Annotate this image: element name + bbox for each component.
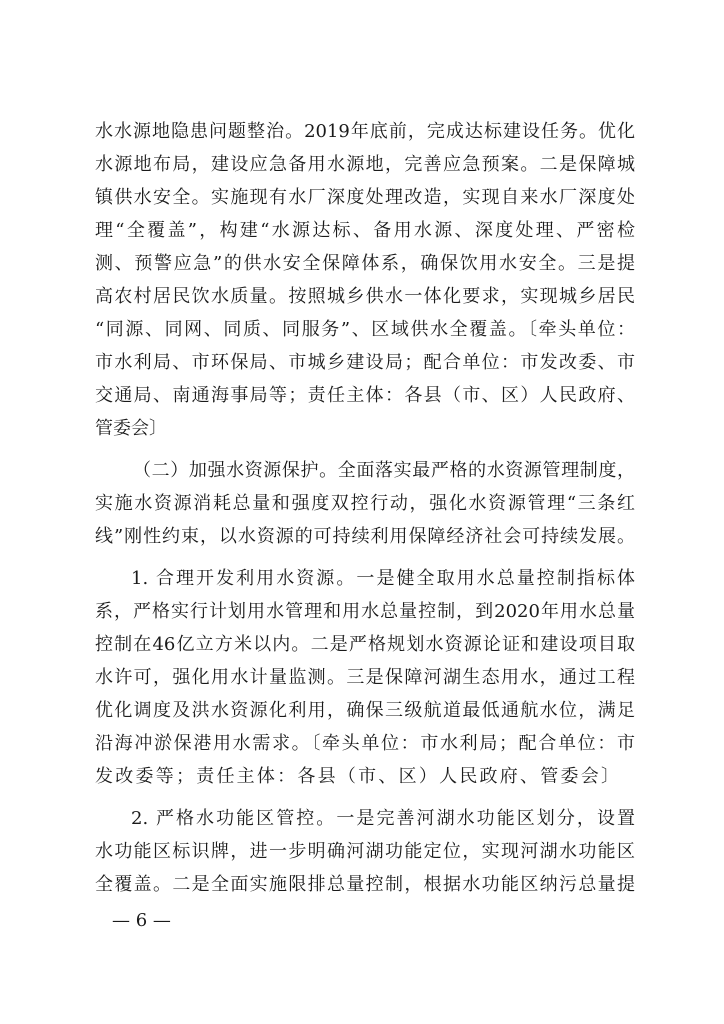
text-line: 测、预警应急”的供水安全保障体系，确保饮用水安全。三是提: [95, 253, 635, 274]
text-line: 实施水资源消耗总量和强度双控行动，强化水资源管理“三条红: [95, 493, 635, 514]
text-line: 水许可，强化用水计量监测。三是保障河湖生态用水，通过工程: [95, 667, 635, 688]
text-line: 镇供水安全。实施现有水厂深度处理改造，实现自来水厂深度处: [95, 187, 635, 208]
text-line: 管委会〕: [95, 418, 167, 439]
text-line: 水水源地隐患问题整治。2019年底前，完成达标建设任务。优化: [95, 121, 635, 142]
text-line: 系，严格实行计划用水管理和用水总量控制，到2020年用水总量: [95, 601, 635, 622]
text-line: 交通局、南通海事局等；责任主体：各县（市、区）人民政府、: [95, 385, 635, 406]
text-line: 市水利局、市环保局、市城乡建设局；配合单位：市发改委、市: [95, 352, 635, 373]
text-line: 理“全覆盖”，构建“水源达标、备用水源、深度处理、严密检: [95, 220, 635, 241]
subsection-heading-line: 1. 合理开发利用水资源。一是健全取用水总量控制指标体: [131, 568, 635, 589]
section-heading-line: （二）加强水资源保护。全面落实最严格的水资源管理制度，: [133, 460, 635, 481]
text-line: 全覆盖。二是全面实施限排总量控制，根据水功能区纳污总量提: [95, 874, 635, 895]
text-line: 控制在46亿立方米以内。二是严格规划水资源论证和建设项目取: [95, 634, 635, 655]
text-line: 高农村居民饮水质量。按照城乡供水一体化要求，实现城乡居民: [95, 286, 635, 307]
text-line: 水功能区标识牌，进一步明确河湖功能定位，实现河湖水功能区: [95, 841, 635, 862]
text-line: 线”刚性约束，以水资源的可持续利用保障经济社会可持续发展。: [95, 526, 635, 547]
text-line: 水源地布局，建设应急备用水源地，完善应急预案。二是保障城: [95, 154, 635, 175]
text-line: “同源、同网、同质、同服务”、区域供水全覆盖。〔牵头单位：: [95, 319, 635, 340]
text-line: 优化调度及洪水资源化利用，确保三级航道最低通航水位，满足: [95, 700, 635, 721]
page-number: — 6 —: [112, 910, 171, 931]
text-line: 沿海冲淤保港用水需求。〔牵头单位：市水利局；配合单位：市: [95, 733, 635, 754]
subsection-heading-line: 2. 严格水功能区管控。一是完善河湖水功能区划分，设置: [131, 808, 635, 829]
text-line: 发改委等；责任主体：各县（市、区）人民政府、管委会〕: [95, 766, 619, 787]
